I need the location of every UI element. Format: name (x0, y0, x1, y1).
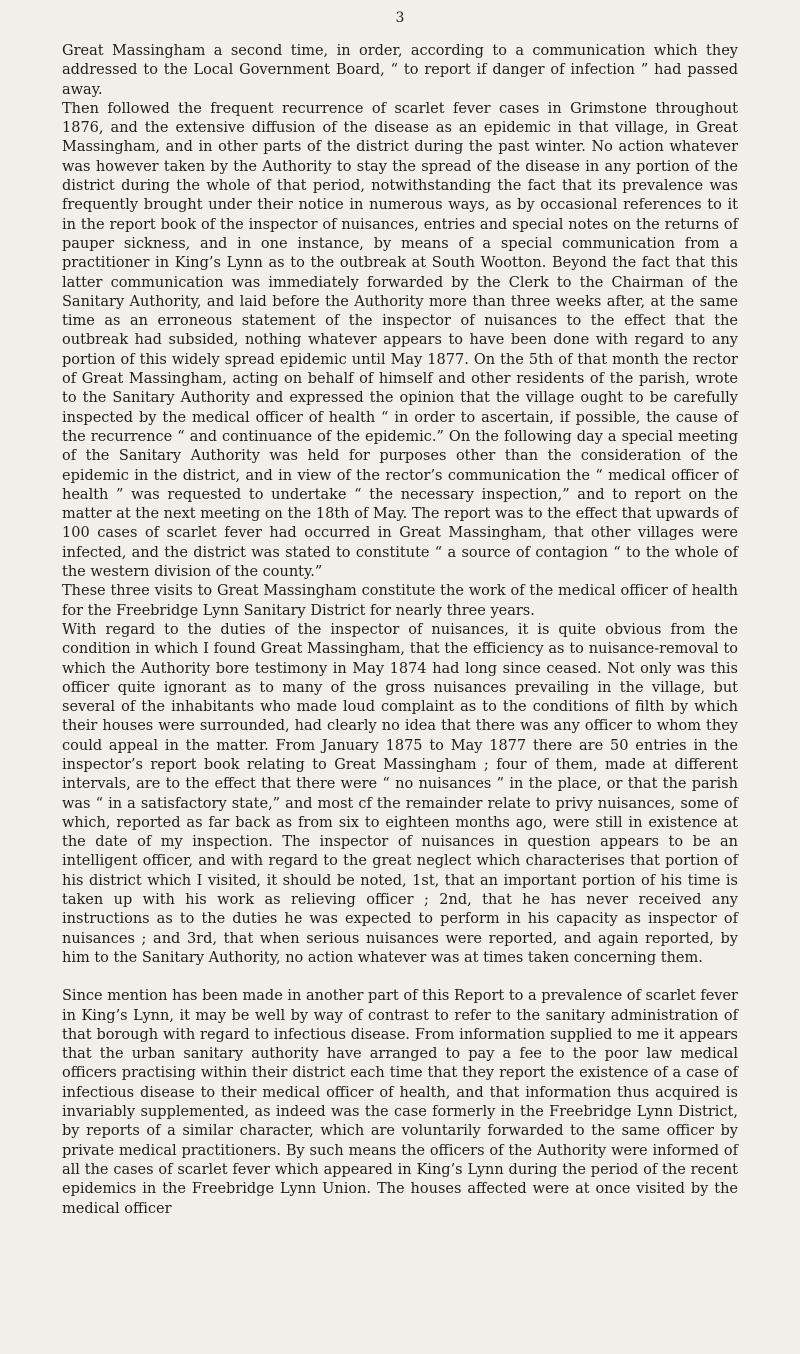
paragraph-5: Since mention has been made in another part of this Report to a prevalence of scarlet fever in King’s Lynn, it may be well by way of contrast to refer to the sanitary administration of that borough with regard to infectious disease. From information supplied to me it appears that the urban sanitary authority have arranged to pay a fee to the poor law medical officers practising within their district each time that they report the existence of a case of infectious disease to their medical officer of health, and that information thus acquired is invariably supplemented, as indeed was the case formerly in the Freebridge Lynn District, by reports of a similar character, which are voluntarily forwarded to the same officer by private medical practitioners. By such means the officers of the Authority were informed of all the cases of scarlet fever which appeared in King’s Lynn during the period of the recent epidemics in the Freebridge Lynn Union. The houses affected were at once visited by the medical officer (62, 988, 738, 1217)
paragraph-2: Then followed the frequent recurrence of scarlet fever cases in Grimstone throughout 1876, and the extensive diffusion of the disease as an epidemic in that village, in Great Massingham, and in other parts of the district during the past winter. No action whatever was however taken by the Authority to stay the spread of the disease in any portion of the district during the whole of that period, notwithstanding the fact that its prevalence was frequently brought under their notice in numerous ways, as by occasional references to it in the report book of the inspector of nuisances, entries and special notes on the returns of pauper sickness, and in one instance, by means of a special communication from a practitioner in King’s Lynn as to the outbreak at South Wootton. Beyond the fact that this latter communication was immediately forwarded by the Clerk to the Chairman of the Sanitary Authority, and laid before the Authority more than three weeks after, at the same time as an erroneous statement of the inspector of nuisances to the effect that the outbreak had subsided, nothing whatever appears to have been done with regard to any portion of this widely spread epidemic until May 1877. On the 5th of that month the rector of Great Massingham, acting on behalf of himself and other residents of the parish, wrote to the Sanitary Authority and expressed the opinion that the village ought to be carefully inspected by the medical officer of health “ in order to ascertain, if possible, the cause of the recurrence “ and continuance of the epidemic.” On the following day a special meeting of the Sanitary Authority was held for purposes other than the consideration of the epidemic in the district, and in view of the rector’s communication the “ medical officer of health ” was requested to undertake “ the necessary inspection,” and to report on the matter at the next meeting on the 18th of May. The report was to the effect that upwards of 100 cases of scarlet fever had occurred in Great Massingham, that other villages were infected, and the district was stated to constitute “ a source of contagion “ to the whole of the western division of the county.” (62, 100, 738, 581)
paragraph-4: With regard to the duties of the inspector of nuisances, it is quite obvious from the condition in which I found Great Massingham, that the efficiency as to nuisance-removal to which the Authority bore testimony in May 1874 had long since ceased. Not only was this officer quite ignorant as to many of the gross nuisances prevailing in the village, but several of the inhabitants who made loud complaint as to the conditions of filth by which their houses were surrounded, had clearly no idea that there was any officer to whom they could appeal in the matter. From January 1875 to May 1877 there are 50 entries in the inspector’s report book relating to Great Massingham ; four of them, made at different intervals, are to the effect that there were “ no nuisances ” in the place, or that the parish was “ in a satisfactory state,” and most cf the remainder relate to privy nuisances, some of which, reported as far back as from six to eighteen months ago, were still in existence at the date of my inspection. The inspector of nuisances in question appears to be an intelligent officer, and with regard to the great neglect which characterises that portion of his district which I visited, it should be noted, 1st, that an important portion of his time is taken up with his work as relieving officer ; 2nd, that he has never received any instructions as to the duties he was expected to perform in his capacity as inspector of nuisances ; and 3rd, that when serious nuisances were reported, and again reported, by him to the Sanitary Authority, no action whatever was at times taken concerning them. (62, 621, 738, 966)
paragraph-3: These three visits to Great Massingham constitute the work of the medical officer of health for the Freebridge Lynn Sanitary District for nearly three years. (62, 583, 738, 619)
paragraph-1: Great Massingham a second time, in order, according to a communication which they addressed to the Local Government Board, “ to report if danger of infection ” had passed away. (62, 43, 738, 98)
page-number: 3 (395, 10, 405, 26)
